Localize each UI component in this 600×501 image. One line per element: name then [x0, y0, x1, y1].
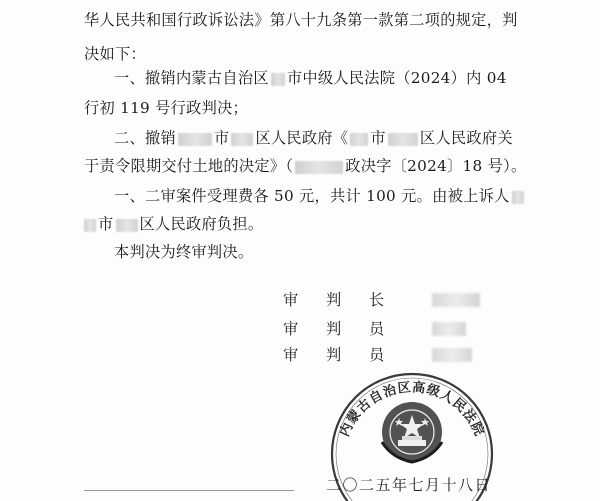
seal-court-name: 内蒙古自治区高级人民法院 [337, 380, 487, 440]
ruling-item-1-text-a: 一、撤销内蒙古自治区 [114, 69, 269, 87]
redacted-city [350, 133, 368, 146]
signature-title: 审 判 长 [283, 291, 385, 309]
redacted-name [84, 219, 96, 232]
final-judgment-text: 本判决为终审判决。 [114, 243, 254, 261]
signature-title: 审 判 员 [283, 320, 385, 338]
ruling-item-2-text-e: 区人民政府关 [419, 129, 513, 147]
ruling-item-1-cont [84, 96, 600, 120]
ruling-intro: 决如下： [84, 45, 146, 63]
ruling-item-1-case-number: 行初 119 号行政判决； [84, 99, 249, 117]
redacted-city [271, 73, 285, 86]
legal-basis-text: 华人民共和国行政诉讼法》第八十九条第一款第二项的规定，判 [84, 11, 518, 29]
redacted-city [178, 133, 212, 146]
ruling-item-2-cont [84, 154, 600, 178]
ruling-item-1 [114, 66, 600, 90]
judgment-date: 二〇二五年七月十八日 [326, 476, 492, 494]
ruling-item-2-text-f: 于责令限期交付土地的决定》（ [84, 157, 294, 175]
fee-line-cont [84, 212, 600, 236]
paragraph-line-1 [84, 8, 600, 32]
ruling-item-2-text-c: 区人民政府《 [255, 129, 349, 147]
signature-row-presiding-judge [0, 289, 600, 311]
fee-text-city: 市 [98, 215, 114, 233]
redacted-doc-prefix [295, 161, 343, 174]
signature-title: 审 判 员 [283, 346, 385, 364]
paragraph-line-2 [84, 42, 600, 66]
fee-text: 一、二审案件受理费各 50 元，共计 100 元。由被上诉人 [114, 187, 510, 205]
redacted-judge-name [432, 322, 466, 336]
redacted-name [512, 191, 524, 204]
signature-row-judge-1 [0, 318, 600, 340]
fee-line [114, 184, 600, 208]
fee-text-payer: 区人民政府负担。 [139, 215, 264, 233]
redacted-judge-name [432, 293, 480, 307]
national-emblem-icon [382, 402, 442, 462]
ruling-item-2 [114, 126, 600, 150]
redacted-district [231, 133, 253, 146]
ruling-item-1-text-b: 市中级人民法院（2024）内 04 [286, 69, 507, 87]
ruling-item-2-text-b: 市 [213, 129, 230, 147]
redacted-district [388, 133, 418, 146]
signature-row-judge-2 [0, 344, 600, 366]
bottom-divider [84, 490, 294, 491]
ruling-item-2-text-a: 二、撤销 [114, 129, 176, 147]
redacted-district [116, 219, 138, 232]
ruling-item-2-text-d: 市 [370, 129, 386, 147]
ruling-item-2-doc-number: 政决字〔2024〕18 号）。 [345, 157, 527, 175]
final-judgment-line [114, 240, 600, 264]
